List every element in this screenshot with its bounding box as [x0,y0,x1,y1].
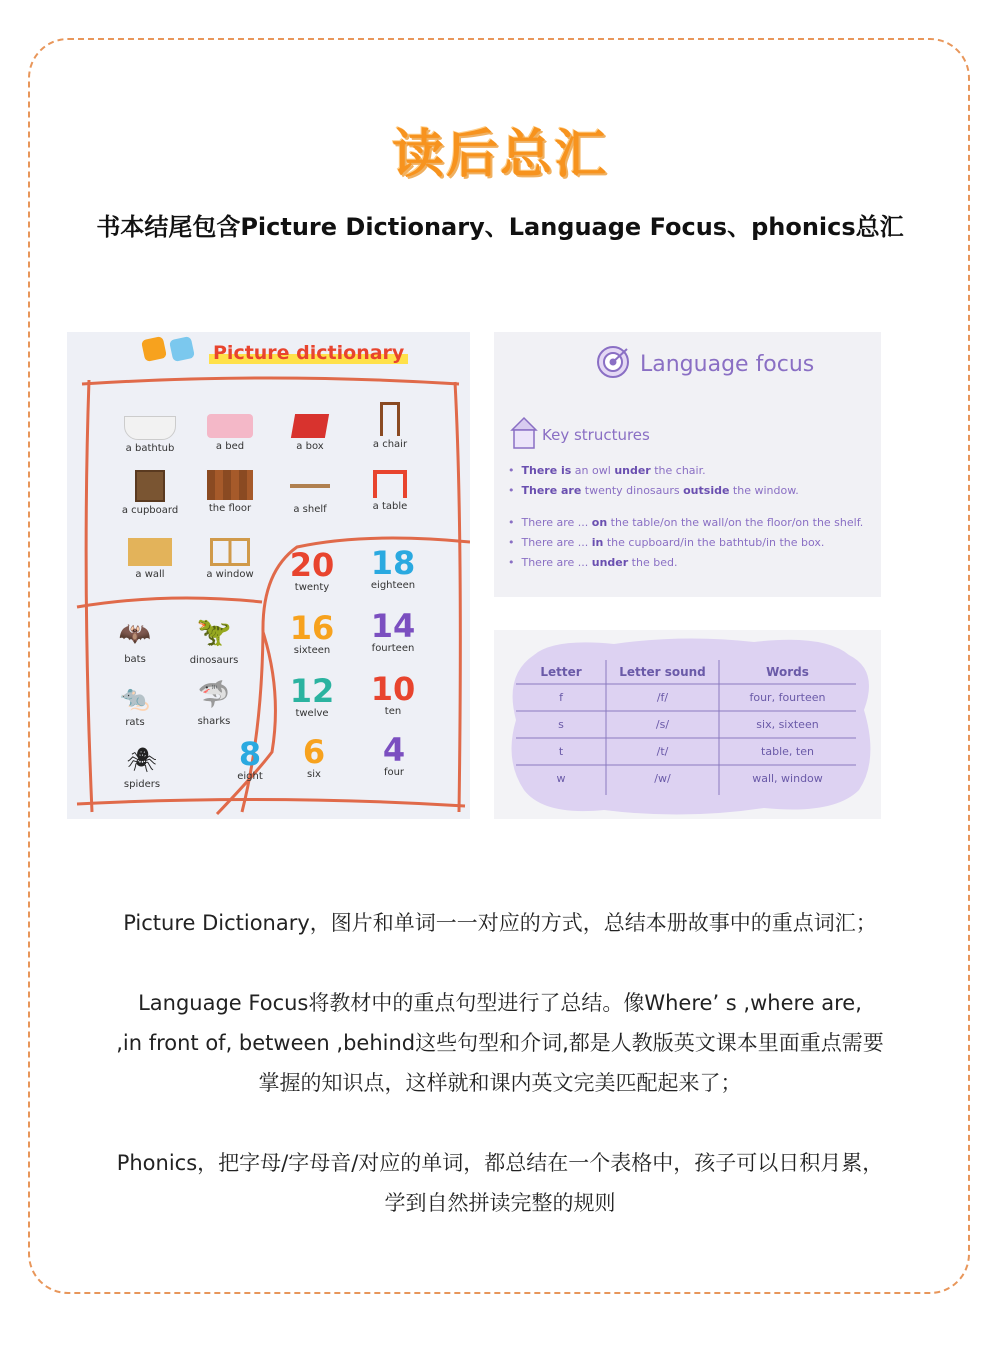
spider-icon: 🕷 [126,746,158,774]
wall-icon [128,538,172,566]
item-rats [95,682,175,728]
table-cell: wall, window [752,772,823,785]
cupboard-icon [135,470,165,502]
item-label: a table [372,501,408,512]
target-icon [596,345,630,379]
number-word: four [383,767,405,778]
number-18 [353,546,433,591]
number-word: fourteen [371,643,415,654]
picture-dictionary-title: Picture dictionary [209,342,408,364]
table-icon [373,470,407,498]
number-digit: 18 [370,544,416,582]
paragraph-language-focus [60,983,940,1103]
item-dinosaurs [174,612,254,666]
item-label: a bathtub [125,443,175,454]
language-focus-title: Language focus [640,352,815,377]
item-label: sharks [197,716,231,727]
item-floor [190,470,270,514]
key-structure-line: • There are twenty dinosaurs outside the window. [508,484,799,497]
number-word: eighteen [370,580,416,591]
table-cell: four, fourteen [749,691,826,704]
item-label: rats [125,717,145,728]
item-label: a chair [372,439,408,450]
number-10 [353,672,433,717]
number-word: ten [384,706,402,717]
number-word: twelve [295,708,329,719]
item-label: a window [206,569,254,580]
phonics-table-panel [494,630,881,819]
number-4 [354,733,434,778]
number-word: sixteen [293,645,331,656]
item-label: spiders [123,779,161,790]
number-14 [353,609,433,654]
floor-icon [207,470,253,500]
item-bathtub [110,408,190,454]
number-digit: 20 [289,546,335,584]
item-bed [190,408,270,452]
puzzle-icon [141,336,167,362]
item-label: a bed [215,441,245,452]
table-cell: /t/ [656,745,669,758]
rat-icon: 🐀 [120,684,150,712]
number-digit: 10 [370,670,416,708]
paragraph-line: 学到自然拼读完整的规则 [384,1191,616,1215]
item-window [190,538,270,580]
number-digit: 16 [289,609,335,647]
table-cell: s [558,718,564,731]
table-header: Letter sound [619,665,706,679]
language-focus-panel [494,332,881,597]
paragraph-line: Language Focus将教材中的重点句型进行了总结。像Where’ s ,where are, [138,991,862,1015]
item-chair [350,402,430,450]
item-label: bats [124,654,146,665]
item-label: a wall [135,569,165,580]
item-label: dinosaurs [189,655,239,666]
item-label: the floor [208,503,252,514]
table-cell: /w/ [654,772,671,785]
puzzle-icon [169,336,195,362]
number-12 [272,674,352,719]
paragraph-line: Phonics，把字母/字母音/对应的单词，都总结在一个表格中，孩子可以日积月累， [116,1151,884,1175]
key-structure-line: • There is an owl under the chair. [508,464,706,477]
key-structure-line: • There are ... under the bed. [508,556,678,569]
item-table [350,470,430,512]
table-cell: f [559,691,563,704]
paragraph-line: ,in front of, between ,behind这些句型和介词,都是人教版英文课本里面重点需要 [116,1031,884,1055]
number-20 [272,548,352,593]
item-label: a box [296,441,324,452]
table-cell: /s/ [655,718,670,731]
number-digit: 4 [382,731,406,769]
page-subtitle: 书本结尾包含Picture Dictionary、Language Focus、phonics总汇 [96,213,904,241]
item-label: a cupboard [121,505,179,516]
paragraph-line: Picture Dictionary，图片和单词一一对应的方式，总结本册故事中的重点词汇； [123,911,877,935]
number-digit: 6 [302,733,326,771]
key-structures-title: Key structures [542,426,650,444]
shelf-icon [290,484,330,488]
box-icon [291,414,329,438]
paragraph-phonics [60,1143,940,1223]
table-header: Words [766,665,809,679]
item-box [270,408,350,452]
item-bats [95,617,175,665]
number-digit: 12 [289,672,335,710]
key-structure-line: • There are ... on the table/on the wall/on the floor/on the shelf. [508,516,864,529]
number-6 [274,735,354,780]
paragraph-line: 掌握的知识点，这样就和课内英文完美匹配起来了； [258,1071,742,1095]
number-word: eight [237,771,263,782]
item-wall [110,538,190,580]
table-header: Letter [540,665,582,679]
blocks-icon [510,416,538,450]
table-cell: w [556,772,566,785]
table-cell: t [558,745,564,758]
chair-icon [380,402,400,436]
number-word: six [307,769,321,780]
number-16 [272,611,352,656]
number-digit: 14 [370,607,416,645]
paragraph-picture-dictionary [60,903,940,943]
item-shelf [270,470,350,515]
table-cell: /f/ [656,691,669,704]
key-structure-line: • There are ... in the cupboard/in the bathtub/in the box. [508,536,825,549]
item-cupboard [110,470,190,516]
item-label: a shelf [293,504,327,515]
bed-icon [207,414,253,438]
window-icon [210,538,250,566]
number-word: twenty [294,582,330,593]
page-title: 读后总汇 [391,125,608,185]
item-spiders [102,744,182,790]
number-digit: 8 [238,735,262,773]
item-sharks [174,677,254,727]
table-cell: table, ten [761,745,814,758]
shark-icon: 🦈 [197,680,231,710]
picture-dictionary-panel [67,332,470,819]
dinosaur-icon: 🦖 [196,615,232,648]
bat-icon: 🦇 [118,619,152,649]
bathtub-icon [124,416,176,440]
table-cell: six, sixteen [756,718,819,731]
